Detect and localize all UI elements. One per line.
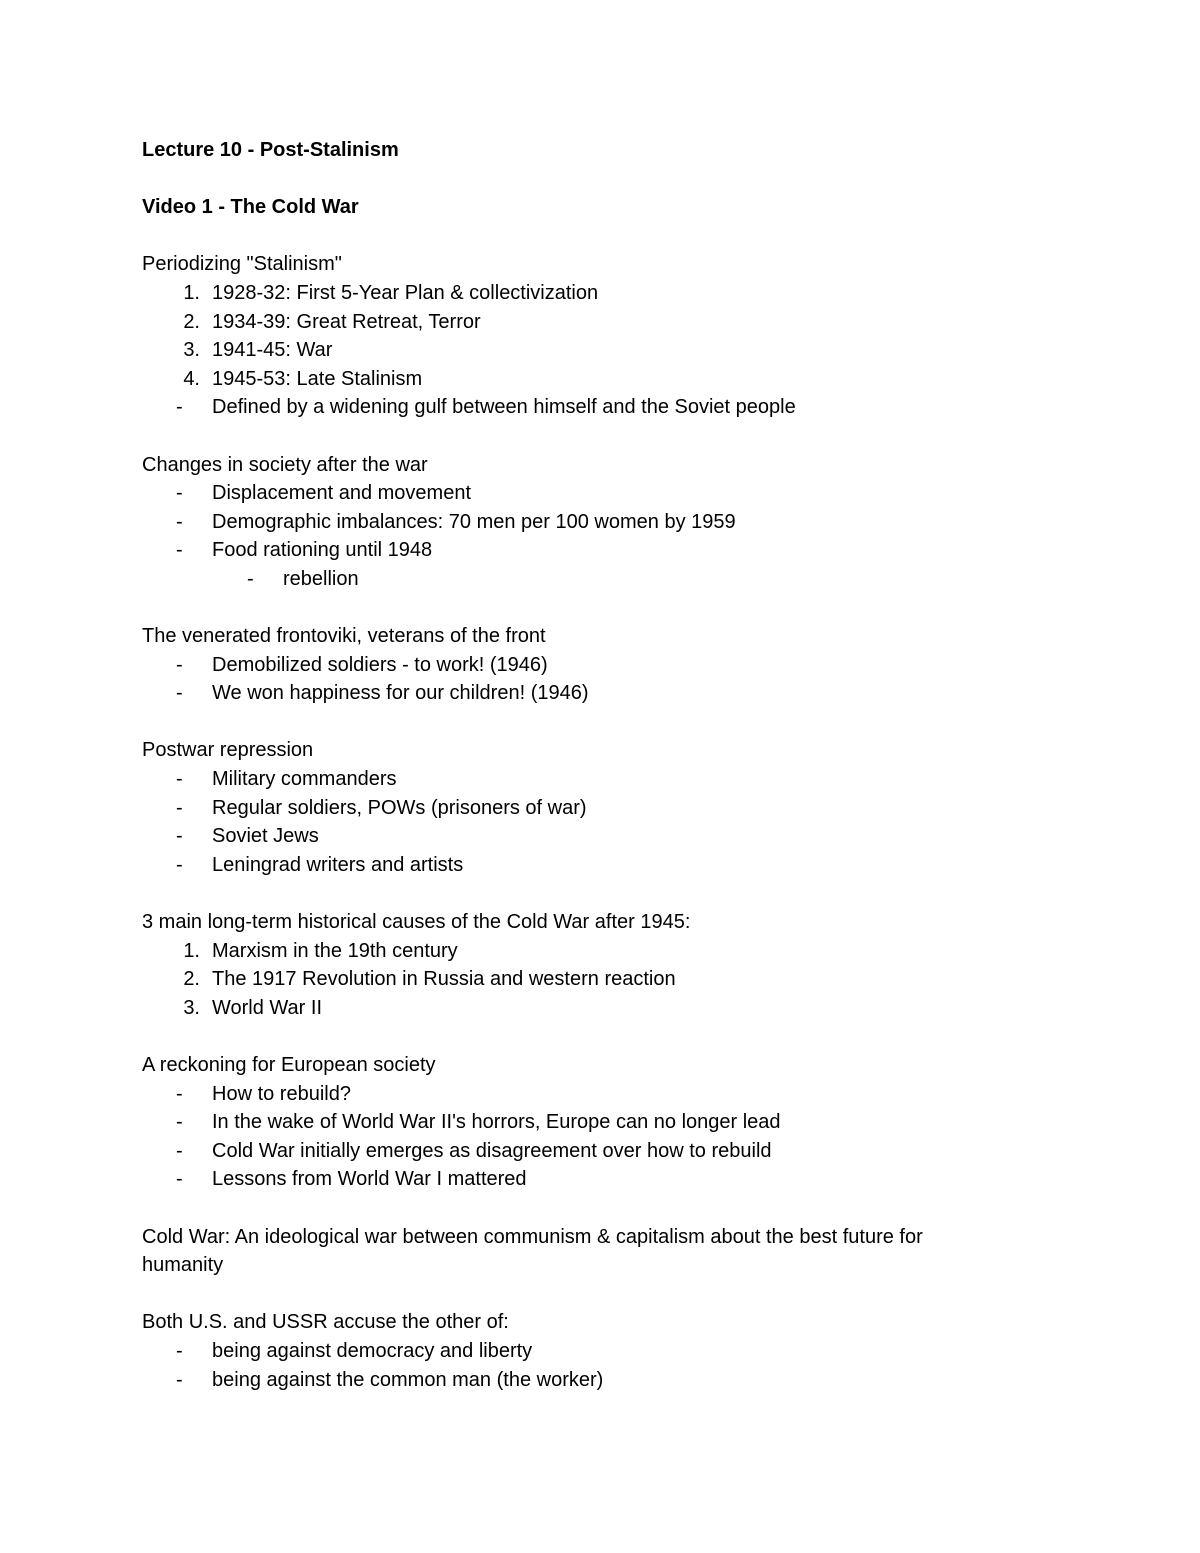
list-marker: - <box>176 482 183 505</box>
list-marker: 1. <box>183 939 200 962</box>
list-item-text: Soviet Jews <box>212 825 319 848</box>
list-item-text: Regular soldiers, POWs (prisoners of war) <box>212 796 587 819</box>
list-item-text: Demobilized soldiers - to work! (1946) <box>212 653 548 676</box>
list-marker: - <box>176 825 183 848</box>
list-item <box>142 937 1002 966</box>
list-item <box>142 508 1002 537</box>
list-marker: - <box>247 567 254 590</box>
list-item-text: 1945-53: Late Stalinism <box>212 367 423 390</box>
section-heading: 3 main long-term historical causes of the Cold War after 1945: <box>142 911 691 934</box>
list-item <box>142 1080 1002 1109</box>
list-item <box>142 679 1002 708</box>
list-item-text: 1941-45: War <box>212 339 333 362</box>
bullet-list <box>142 479 1002 593</box>
list-item-text: In the wake of World War II's horrors, Europe can no longer lead <box>212 1111 781 1134</box>
list-marker: - <box>176 1139 183 1162</box>
list-item <box>142 308 1002 337</box>
list-marker: - <box>176 1082 183 1105</box>
list-item <box>142 479 1002 508</box>
spacer <box>142 708 1002 737</box>
list-marker: - <box>176 1368 183 1391</box>
list-item-text: The 1917 Revolution in Russia and western reaction <box>212 968 676 991</box>
list-item <box>142 1337 1002 1366</box>
list-marker: 2. <box>183 968 200 991</box>
list-item <box>142 1165 1002 1194</box>
list-item <box>142 365 1002 394</box>
bullet-list <box>142 1337 1002 1394</box>
numbered-list <box>142 937 1002 1023</box>
spacer <box>142 222 1002 251</box>
list-item <box>142 536 1002 565</box>
spacer <box>142 1194 1002 1223</box>
bullet-list <box>142 765 1002 879</box>
list-marker: 2. <box>183 310 200 333</box>
list-item-text: We won happiness for our children! (1946) <box>212 682 589 705</box>
list-marker: 4. <box>183 367 200 390</box>
list-item <box>142 336 1002 365</box>
list-item-text: being against democracy and liberty <box>212 1339 533 1362</box>
list-item <box>142 965 1002 994</box>
list-item <box>142 765 1002 794</box>
list-item-text: Food rationing until 1948 <box>212 539 433 562</box>
list-item-text: Marxism in the 19th century <box>212 939 458 962</box>
list-marker: - <box>176 853 183 876</box>
spacer <box>142 165 1002 194</box>
list-item <box>142 651 1002 680</box>
list-item <box>142 851 1002 880</box>
list-marker: - <box>176 682 183 705</box>
list-item <box>142 279 1002 308</box>
list-item-text: being against the common man (the worker) <box>212 1368 604 1391</box>
list-item-text: Leningrad writers and artists <box>212 853 464 876</box>
list-item-text: Defined by a widening gulf between himself and the Soviet people <box>212 396 796 419</box>
lecture-title: Lecture 10 - Post-Stalinism <box>142 139 399 161</box>
list-item <box>142 794 1002 823</box>
spacer <box>142 879 1002 908</box>
list-marker: - <box>176 1339 183 1362</box>
bullet-list <box>142 1080 1002 1194</box>
numbered-list <box>142 279 1002 422</box>
list-marker: - <box>176 1111 183 1134</box>
list-item-text: Displacement and movement <box>212 482 472 505</box>
list-item-text: Cold War initially emerges as disagreement over how to rebuild <box>212 1139 772 1162</box>
list-item <box>142 1137 1002 1166</box>
nested-list-item <box>142 565 1002 594</box>
list-item-text: Military commanders <box>212 768 397 791</box>
section-heading: Changes in society after the war <box>142 453 428 476</box>
list-item-text: Demographic imbalances: 70 men per 100 women by 1959 <box>212 510 736 533</box>
section-heading: Both U.S. and USSR accuse the other of: <box>142 1311 509 1334</box>
list-marker: - <box>176 1168 183 1191</box>
list-marker: - <box>176 539 183 562</box>
list-item-text: 1934-39: Great Retreat, Terror <box>212 310 481 333</box>
list-item-text: World War II <box>212 996 323 1019</box>
spacer <box>142 1022 1002 1051</box>
list-item <box>142 393 1002 422</box>
bullet-list <box>142 651 1002 708</box>
list-item <box>142 1108 1002 1137</box>
list-item-text: How to rebuild? <box>212 1082 351 1105</box>
spacer <box>142 1280 1002 1309</box>
section-heading: Postwar repression <box>142 739 314 762</box>
section-heading: The venerated frontoviki, veterans of the front <box>142 625 546 648</box>
document-page <box>142 136 1002 1394</box>
list-item <box>142 994 1002 1023</box>
list-marker: 3. <box>183 996 200 1019</box>
list-marker: 3. <box>183 339 200 362</box>
list-item-text: Lessons from World War I mattered <box>212 1168 527 1191</box>
list-marker: - <box>176 768 183 791</box>
list-marker: - <box>176 396 183 419</box>
spacer <box>142 594 1002 623</box>
section-heading: Periodizing "Stalinism" <box>142 253 342 276</box>
video-title: Video 1 - The Cold War <box>142 196 359 219</box>
spacer <box>142 422 1002 451</box>
section-heading: A reckoning for European society <box>142 1054 436 1076</box>
definition-paragraph: Cold War: An ideological war between communism & capitalism about the best future for humanity <box>142 1225 923 1277</box>
list-marker: - <box>176 653 183 676</box>
list-marker: - <box>176 796 183 819</box>
list-item-text: 1928-32: First 5-Year Plan & collectivization <box>212 281 599 304</box>
list-item-text: rebellion <box>283 567 359 590</box>
list-marker: - <box>176 510 183 533</box>
list-item <box>142 822 1002 851</box>
list-item <box>142 1366 1002 1395</box>
list-marker: 1. <box>183 281 200 304</box>
